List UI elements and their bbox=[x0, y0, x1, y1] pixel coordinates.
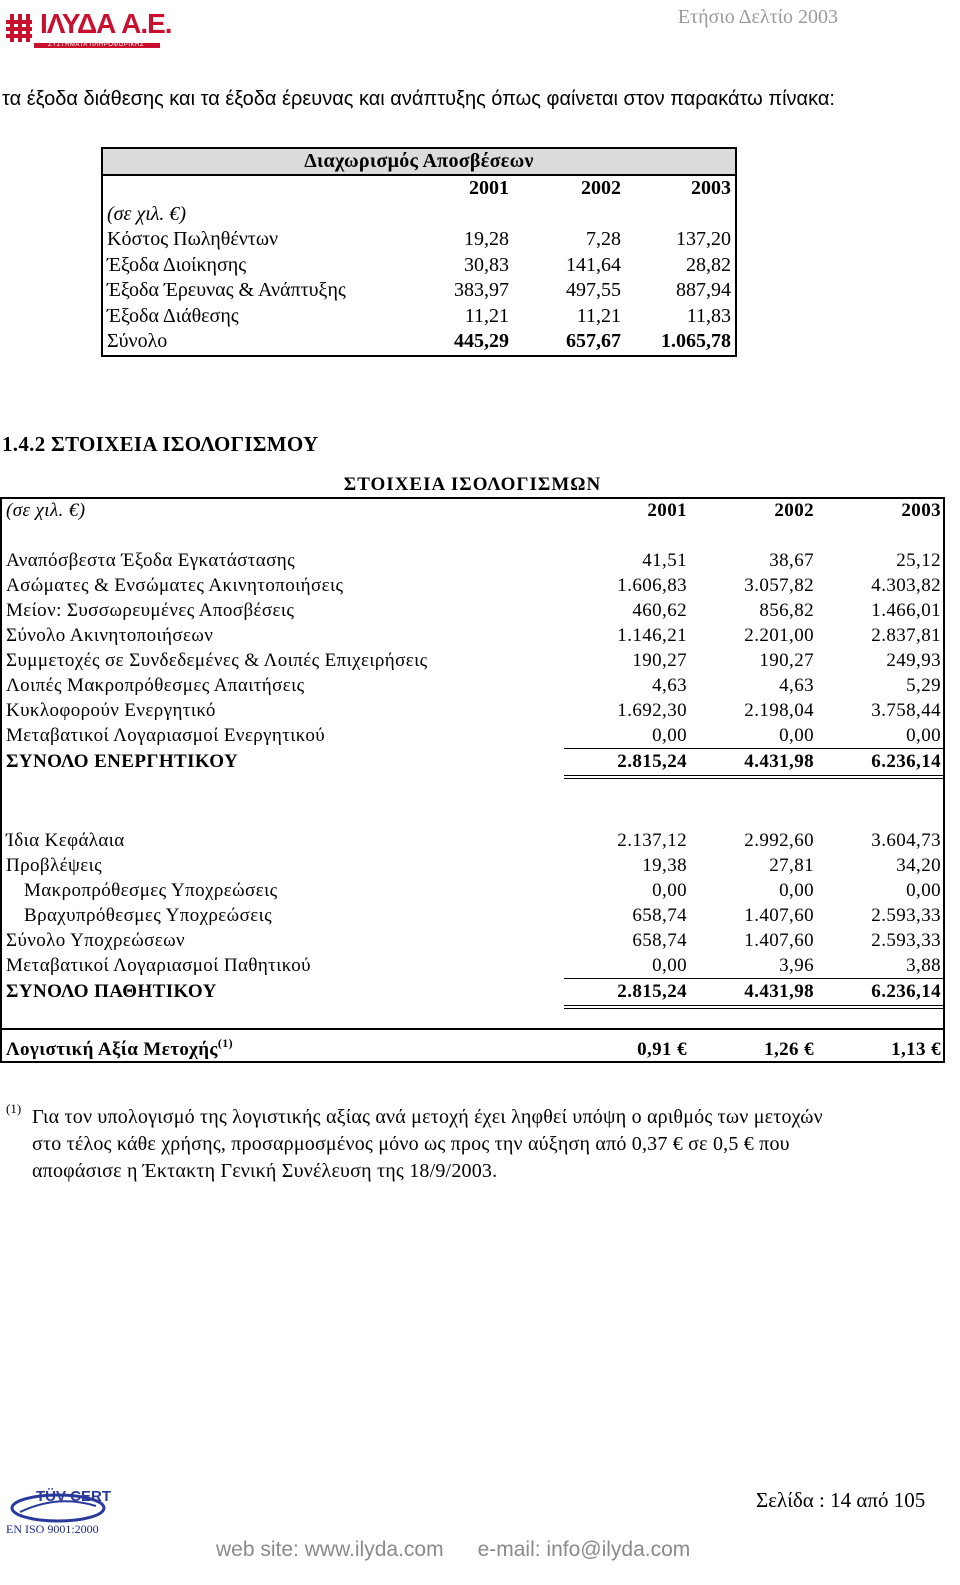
cell-2002: 1.407,60 bbox=[744, 930, 814, 951]
row-label: Λοιπές Μακροπρόθεσμες Απαιτήσεις bbox=[6, 675, 305, 696]
table-row bbox=[0, 648, 945, 673]
table-row bbox=[0, 903, 945, 928]
cell-2003: 3.604,73 bbox=[871, 830, 941, 851]
book-value-2002: 1,26 € bbox=[764, 1039, 814, 1060]
cell-2002: 3.057,82 bbox=[744, 575, 814, 596]
book-value-2001: 0,91 € bbox=[637, 1039, 687, 1060]
cell-2002: 1.407,60 bbox=[744, 905, 814, 926]
table-row bbox=[103, 253, 735, 279]
table-row bbox=[0, 623, 945, 648]
table-row bbox=[103, 227, 735, 253]
cell-2003: 2.837,81 bbox=[871, 625, 941, 646]
row-label: Κόστος Πωληθέντων bbox=[107, 228, 279, 250]
cell-2001: 1.692,30 bbox=[617, 700, 687, 721]
row-label: Μεταβατικοί Λογαριασμοί Παθητικού bbox=[6, 955, 311, 976]
cell-2001: 0,00 bbox=[652, 880, 687, 901]
year-header-2003: 2003 bbox=[691, 177, 731, 199]
table-row bbox=[0, 853, 945, 878]
table-row bbox=[0, 598, 945, 623]
table-row bbox=[0, 723, 945, 748]
email-link[interactable]: e-mail: info@ilyda.com bbox=[477, 1538, 691, 1561]
cell-2002: 0,00 bbox=[779, 725, 814, 746]
total-row bbox=[103, 329, 735, 355]
cell-2001: 658,74 bbox=[632, 930, 687, 951]
year-header-2002: 2002 bbox=[581, 177, 621, 199]
year-header-2001: 2001 bbox=[647, 500, 687, 521]
liabilities-total-row bbox=[0, 979, 945, 1004]
table-row bbox=[103, 304, 735, 330]
row-label: Προβλέψεις bbox=[6, 855, 103, 876]
row-label: Έξοδα Διάθεσης bbox=[107, 304, 239, 327]
cell-2002: 27,81 bbox=[769, 855, 814, 876]
cell-2001: 19,38 bbox=[642, 855, 687, 876]
book-value-row bbox=[0, 1037, 945, 1062]
cell-2001: 1.146,21 bbox=[617, 625, 687, 646]
cell-2002: 7,28 bbox=[586, 228, 621, 250]
cell-2003: 0,00 bbox=[906, 725, 941, 746]
cell-2003: 34,20 bbox=[896, 855, 941, 876]
table-row bbox=[0, 673, 945, 698]
cell-2003: 3.758,44 bbox=[871, 700, 941, 721]
cell-2003: 11,83 bbox=[686, 304, 731, 327]
assets-total-2003: 6.236,14 bbox=[871, 751, 941, 772]
cell-2002: 2.992,60 bbox=[744, 830, 814, 851]
depreciation-year-header bbox=[103, 176, 735, 202]
book-value-label: Λογιστική Αξία Μετοχής bbox=[6, 1039, 218, 1060]
cell-2001: 383,97 bbox=[454, 279, 509, 301]
cell-2002: 4,63 bbox=[779, 675, 814, 696]
company-logo bbox=[4, 8, 172, 50]
cell-2003: 25,12 bbox=[896, 550, 941, 571]
book-value-label-group bbox=[6, 1037, 233, 1062]
cell-2003: 4.303,82 bbox=[871, 575, 941, 596]
section-heading: 1.4.2 ΣΤΟΙΧΕΙΑ ΙΣΟΛΟΓΙΣΜΟΥ bbox=[2, 432, 319, 456]
footnote-text: Για τον υπολογισμό της λογιστικής αξίας ανά μετοχή έχει ληφθεί υπόψη ο αριθμός των μετοχών στο τέλος κάθε χρήσης, προσαρμοσμένος μόνο ως προς την αύξηση από 0,37 € σε 0,5 € που αποφάσισε η Έκτακτη Γενική Συνέλευση της 18/9/2003. bbox=[32, 1106, 823, 1182]
intro-text: τα έξοδα διάθεσης και τα έξοδα έρευνας και ανάπτυξης όπως φαίνεται στον παρακάτω πίνακα: bbox=[2, 88, 835, 110]
cell-2003: 3,88 bbox=[906, 955, 941, 976]
row-label: Ίδια Κεφάλαια bbox=[6, 830, 125, 851]
cert-logo-text: TÜV CERT bbox=[36, 1488, 111, 1505]
cell-2001: 30,83 bbox=[464, 253, 509, 276]
cell-2003: 5,29 bbox=[906, 675, 941, 696]
row-label: Κυκλοφορούν Ενεργητικό bbox=[6, 700, 216, 721]
row-label: Έξοδα Διοίκησης bbox=[107, 253, 247, 276]
table-row bbox=[0, 698, 945, 723]
table-separator bbox=[0, 1028, 945, 1030]
footnote-reference: (1) bbox=[217, 1036, 234, 1050]
website-link[interactable]: web site: www.ilyda.com bbox=[216, 1538, 444, 1561]
header-title: Ετήσιο Δελτίο 2003 bbox=[677, 6, 838, 28]
logo-subtext: ΣΥΣΤΗΜΑΤΑ ΠΛΗΡΟΦΟΡΙΚΗΣ bbox=[48, 42, 145, 48]
row-label: Βραχυπρόθεσμες Υποχρεώσεις bbox=[24, 905, 273, 926]
depreciation-unit-row bbox=[103, 202, 735, 228]
total-2001: 445,29 bbox=[454, 330, 509, 352]
certification-logo bbox=[6, 1488, 110, 1538]
logo-text: ΙΛΥΔΑ Α.Ε. bbox=[40, 8, 172, 39]
cert-standard: EN ISO 9001:2000 bbox=[6, 1522, 99, 1536]
cell-2003: 887,94 bbox=[676, 279, 731, 301]
assets-total-row bbox=[0, 749, 945, 774]
cell-2002: 497,55 bbox=[566, 279, 621, 301]
cell-2003: 28,82 bbox=[686, 253, 731, 276]
assets-total-label: ΣΥΝΟΛΟ ΕΝΕΡΓΗΤΙΚΟΥ bbox=[6, 751, 239, 772]
balance-table-title: ΣΤΟΙΧΕΙΑ ΙΣΟΛΟΓΙΣΜΩΝ bbox=[343, 474, 602, 495]
cell-2001: 4,63 bbox=[652, 675, 687, 696]
cell-2003: 1.466,01 bbox=[871, 600, 941, 621]
row-label: Ασώματες & Ενσώματες Ακινητοποιήσεις bbox=[6, 575, 344, 596]
table-row bbox=[0, 953, 945, 978]
cell-2001: 0,00 bbox=[652, 955, 687, 976]
table-row bbox=[0, 878, 945, 903]
liabilities-total-2002: 4.431,98 bbox=[744, 981, 814, 1002]
total-2002: 657,67 bbox=[566, 330, 621, 352]
cell-2002: 0,00 bbox=[779, 880, 814, 901]
cell-2001: 41,51 bbox=[642, 550, 687, 571]
unit-label: (σε χιλ. €) bbox=[107, 202, 187, 225]
liabilities-total-2001: 2.815,24 bbox=[617, 981, 687, 1002]
liabilities-total-2003: 6.236,14 bbox=[871, 981, 941, 1002]
row-label: Αναπόσβεστα Έξοδα Εγκατάστασης bbox=[6, 550, 296, 571]
row-label: Σύνολο Ακινητοποιήσεων bbox=[6, 625, 214, 646]
cell-2001: 19,28 bbox=[464, 228, 509, 250]
cell-2001: 2.137,12 bbox=[617, 830, 687, 851]
assets-total-2001: 2.815,24 bbox=[617, 751, 687, 772]
year-header-2002: 2002 bbox=[774, 500, 814, 521]
footer-links bbox=[216, 1538, 690, 1562]
row-label: Μακροπρόθεσμες Υποχρεώσεις bbox=[24, 880, 278, 901]
liabilities-total-label: ΣΥΝΟΛΟ ΠΑΘΗΤΙΚΟΥ bbox=[6, 981, 217, 1002]
cell-2002: 2.198,04 bbox=[744, 700, 814, 721]
cell-2002: 856,82 bbox=[759, 600, 814, 621]
row-label: Μεταβατικοί Λογαριασμοί Ενεργητικού bbox=[6, 725, 326, 746]
cell-2001: 11,21 bbox=[464, 304, 509, 327]
cell-2002: 2.201,00 bbox=[744, 625, 814, 646]
cell-2001: 658,74 bbox=[632, 905, 687, 926]
cell-2001: 1.606,83 bbox=[617, 575, 687, 596]
total-double-underline bbox=[564, 1005, 944, 1009]
cell-2003: 137,20 bbox=[676, 228, 731, 250]
cell-2002: 141,64 bbox=[566, 253, 621, 276]
unit-label: (σε χιλ. €) bbox=[6, 500, 86, 521]
total-label: Σύνολο bbox=[107, 330, 168, 352]
row-label: Σύνολο Υποχρεώσεων bbox=[6, 930, 186, 951]
cell-2001: 460,62 bbox=[632, 600, 687, 621]
row-label: Έξοδα Έρευνας & Ανάπτυξης bbox=[107, 279, 346, 301]
total-double-underline bbox=[564, 775, 944, 779]
page-number: Σελίδα : 14 από 105 bbox=[756, 1488, 926, 1512]
footnote-mark: (1) bbox=[6, 1101, 22, 1116]
table-row bbox=[0, 828, 945, 853]
assets-total-2002: 4.431,98 bbox=[744, 751, 814, 772]
depreciation-table bbox=[101, 147, 737, 357]
table-row bbox=[0, 548, 945, 573]
year-header-2001: 2001 bbox=[469, 177, 509, 199]
cell-2003: 249,93 bbox=[886, 650, 941, 671]
table-row bbox=[103, 278, 735, 304]
balance-header-row bbox=[0, 498, 945, 523]
year-header-2003: 2003 bbox=[901, 500, 941, 521]
book-value-2003: 1,13 € bbox=[891, 1039, 941, 1060]
table-row bbox=[0, 573, 945, 598]
row-label: Συμμετοχές σε Συνδεδεμένες & Λοιπές Επιχειρήσεις bbox=[6, 650, 428, 671]
depreciation-table-title: Διαχωρισμός Αποσβέσεων bbox=[103, 149, 735, 176]
cell-2001: 190,27 bbox=[632, 650, 687, 671]
cell-2002: 190,27 bbox=[759, 650, 814, 671]
cell-2002: 3,96 bbox=[779, 955, 814, 976]
cell-2001: 0,00 bbox=[652, 725, 687, 746]
cell-2002: 11,21 bbox=[576, 304, 621, 327]
row-label: Μείον: Συσσωρευμένες Αποσβέσεις bbox=[6, 600, 295, 621]
cell-2003: 2.593,33 bbox=[871, 930, 941, 951]
table-row bbox=[0, 928, 945, 953]
cell-2003: 0,00 bbox=[906, 880, 941, 901]
cell-2003: 2.593,33 bbox=[871, 905, 941, 926]
total-2003: 1.065,78 bbox=[661, 330, 731, 352]
cell-2002: 38,67 bbox=[769, 550, 814, 571]
